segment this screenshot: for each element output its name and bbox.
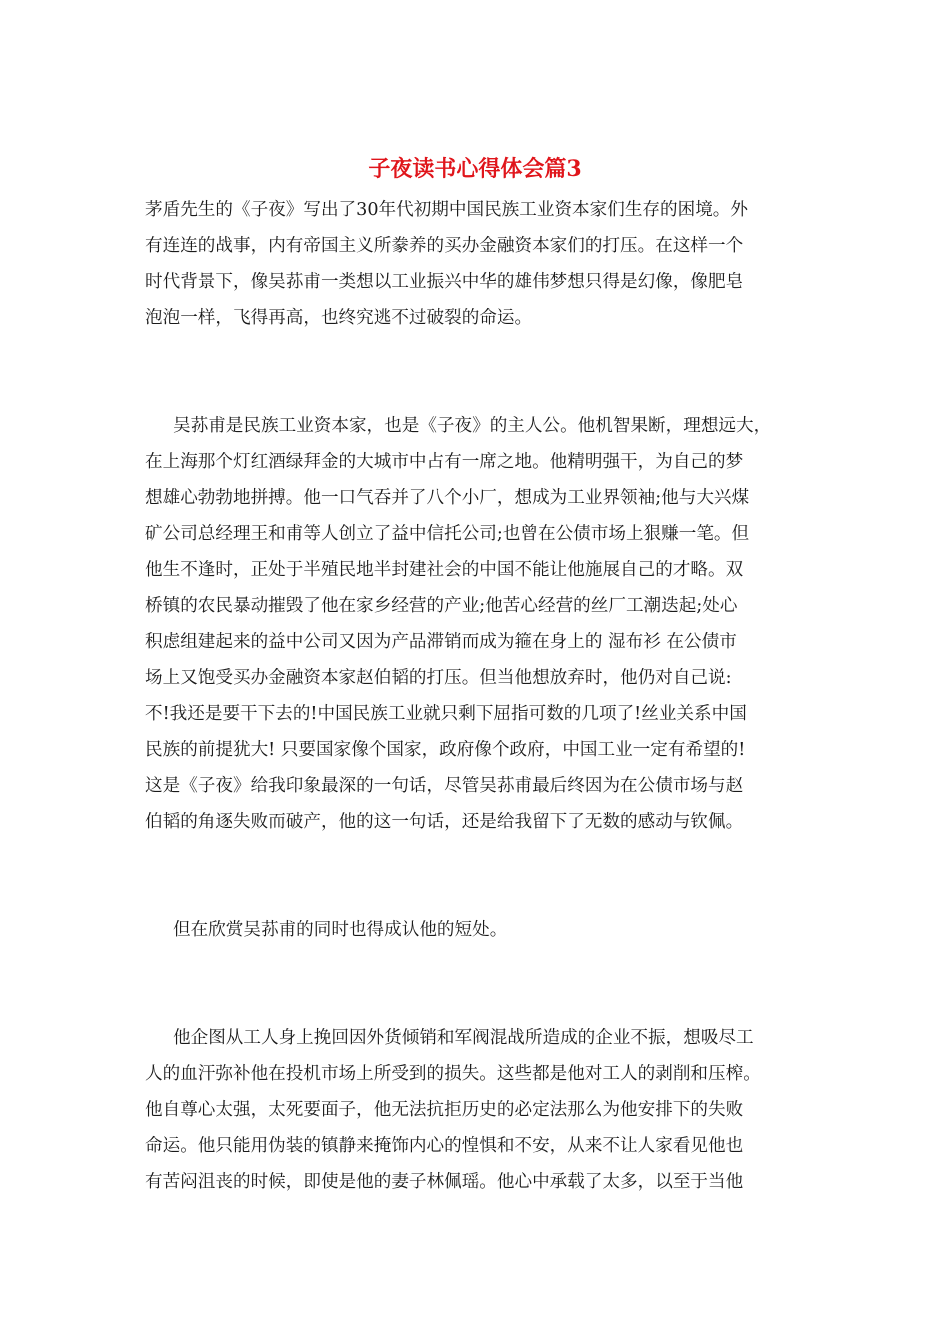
text-line: 民族的前提犹大! 只要国家像个国家，政府像个政府，中国工业一定有希望的!: [145, 740, 746, 760]
text-line: 有苦闷沮丧的时候，即使是他的妻子林佩瑶。他心中承载了太多，以至于当他: [145, 1172, 744, 1192]
text-line: 这是《子夜》给我印象最深的一句话，尽管吴荪甫最后终因为在公债市场与赵: [145, 776, 744, 796]
document-title: 子夜读书心得体会篇3: [368, 156, 582, 182]
text-line: 积虑组建起来的益中公司又因为产品滞销而成为箍在身上的 湿布衫 在公债市: [145, 632, 737, 652]
text-line: 有连连的战事，内有帝国主义所豢养的买办金融资本家们的打压。在这样一个: [145, 236, 744, 256]
text-line: 但在欣赏吴荪甫的同时也得成认他的短处。: [173, 920, 508, 940]
text-line: 在上海那个灯红酒绿拜金的大城市中占有一席之地。他精明强干，为自己的梦: [145, 452, 744, 472]
text-line: 伯韬的角逐失败而破产，他的这一句话，还是给我留下了无数的感动与钦佩。: [145, 812, 744, 832]
text-line: 场上又饱受买办金融资本家赵伯韬的打压。但当他想放弃时，他仍对自己说:: [145, 668, 732, 688]
text-line: 人的血汗弥补他在投机市场上所受到的损失。这些都是他对工人的剥削和压榨。: [145, 1064, 761, 1084]
text-line: 矿公司总经理王和甫等人创立了益中信托公司;也曾在公债市场上狠赚一笔。但: [145, 524, 750, 544]
text-line: 茅盾先生的《子夜》写出了30年代初期中国民族工业资本家们生存的困境。外: [145, 200, 748, 220]
text-line: 他自尊心太强，太死要面子，他无法抗拒历史的必定法那么为他安排下的失败: [145, 1100, 744, 1120]
text-line: 他企图从工人身上挽回因外货倾销和军阀混战所造成的企业不振，想吸尽工: [173, 1028, 754, 1048]
text-line: 桥镇的农民暴动摧毁了他在家乡经营的产业;他苦心经营的丝厂工潮迭起;处心: [145, 596, 738, 616]
text-line: 时代背景下，像吴荪甫一类想以工业振兴中华的雄伟梦想只得是幻像，像肥皂: [145, 272, 744, 292]
text-line: 想雄心勃勃地拼搏。他一口气吞并了八个小厂，想成为工业界领袖;他与大兴煤: [145, 488, 750, 508]
text-line: 泡泡一样，飞得再高，也终究逃不过破裂的命运。: [145, 308, 533, 328]
text-line: 他生不逢时，正处于半殖民地半封建社会的中国不能让他施展自己的才略。双: [145, 560, 744, 580]
text-line: 命运。他只能用伪装的镇静来掩饰内心的惶惧和不安，从来不让人家看见他也: [145, 1136, 744, 1156]
text-line: 吴荪甫是民族工业资本家，也是《子夜》的主人公。他机智果断，理想远大，: [173, 416, 772, 436]
text-line: 不!我还是要干下去的!中国民族工业就只剩下屈指可数的几项了!丝业关系中国: [145, 704, 747, 724]
